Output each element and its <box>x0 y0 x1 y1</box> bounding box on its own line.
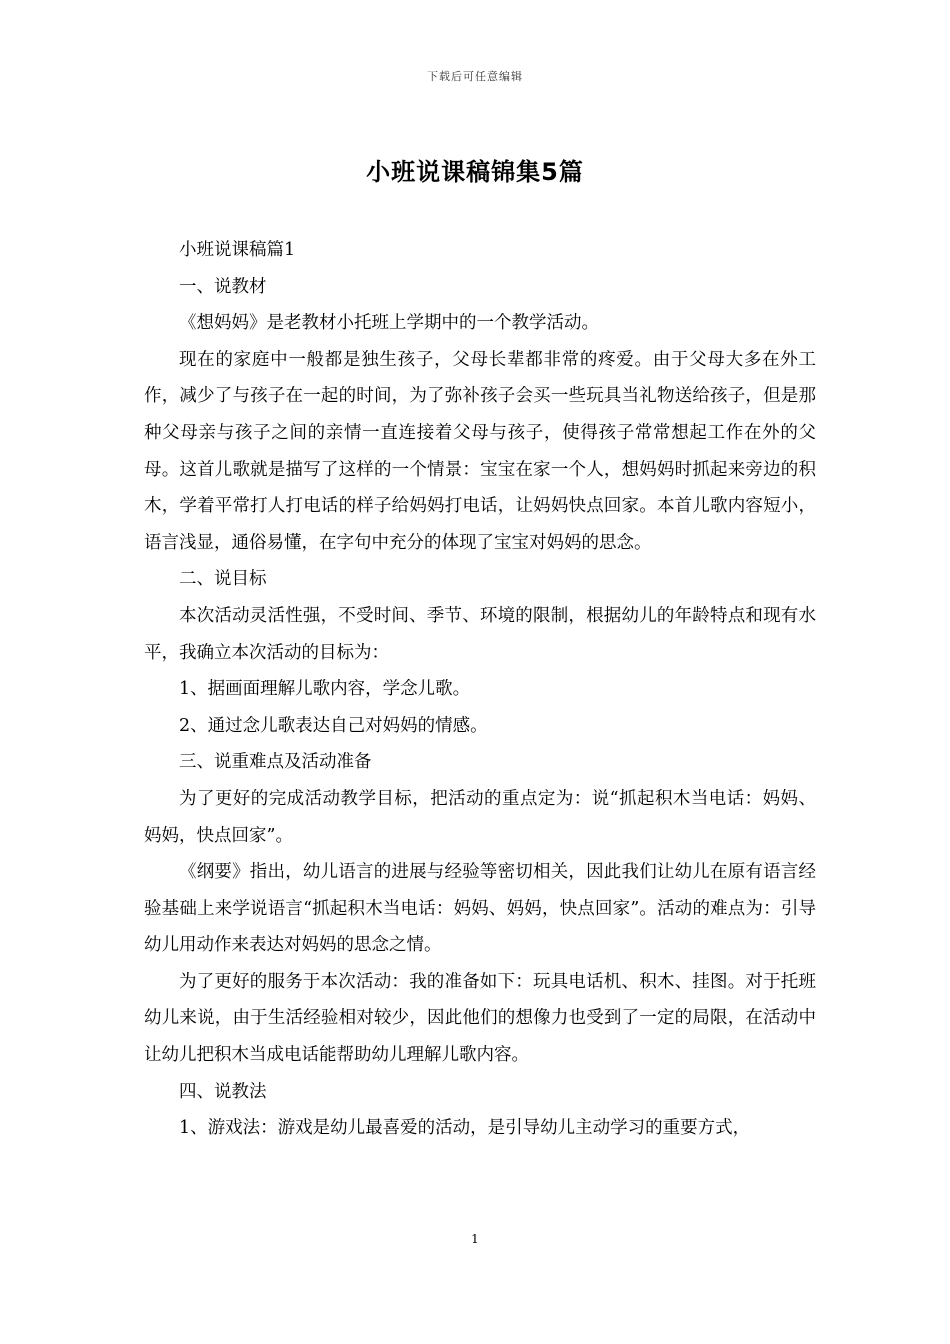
body-paragraph: 为了更好的服务于本次活动：我的准备如下：玩具电话机、积木、挂图。对于托班幼儿来说，由于生活经验相对较少，因此他们的想像力也受到了一定的局限，在活动中让幼儿把积木当成电话能帮助幼儿理解儿歌内容。 <box>144 971 816 1066</box>
subsection-heading: 四、说教法 <box>179 1081 267 1102</box>
body-paragraph: 现在的家庭中一般都是独生孩子，父母长辈都非常的疼爱。由于父母大多在外工作，减少了与孩子在一起的时间，为了弥补孩子会买一些玩具当礼物送给孩子，但是那种父母亲与孩子之间的亲情一直连接着父母与孩子，使得孩子常常想起工作在外的父母。这首儿歌就是描写了这样的一个情景：宝宝在家一个人，想妈妈时抓起来旁边的积木，学着平常打人打电话的样子给妈妈打电话，让妈妈快点回家。本首儿歌内容短小，语言浅显，通俗易懂，在字句中充分的体现了宝宝对妈妈的思念。 <box>144 349 816 553</box>
list-item: 1、据画面理解儿歌内容，学念儿歌。 <box>179 679 471 700</box>
subsection-heading: 一、说教材 <box>179 276 267 297</box>
body-paragraph: 为了更好的完成活动教学目标，把活动的重点定为：说“抓起积木当电话：妈妈、妈妈，快点回家”。 <box>144 788 816 846</box>
body-paragraph: 《想妈妈》是老教材小托班上学期中的一个教学活动。 <box>179 313 599 334</box>
document-body <box>144 232 816 1147</box>
list-item: 2、通过念儿歌表达自己对妈妈的情感。 <box>179 715 488 736</box>
section-heading: 小班说课稿篇1 <box>179 240 296 260</box>
subsection-heading: 三、说重难点及活动准备 <box>179 752 372 773</box>
document-title: 小班说课稿锦集5篇 <box>366 158 584 186</box>
body-paragraph: 本次活动灵活性强，不受时间、季节、环境的限制，根据幼儿的年龄特点和现有水平，我确立本次活动的目标为： <box>144 605 816 663</box>
page-number: 1 <box>471 1232 479 1246</box>
list-item: 1、游戏法：游戏是幼儿最喜爱的活动，是引导幼儿主动学习的重要方式， <box>179 1118 751 1139</box>
subsection-heading: 二、说目标 <box>179 569 267 590</box>
header-note: 下载后可任意编辑 <box>427 70 523 83</box>
body-paragraph: 《纲要》指出，幼儿语言的进展与经验等密切相关，因此我们让幼儿在原有语言经验基础上来学说语言“抓起积木当电话：妈妈、妈妈，快点回家”。活动的难点为：引导幼儿用动作来表达对妈妈的思念之情。 <box>144 862 816 956</box>
